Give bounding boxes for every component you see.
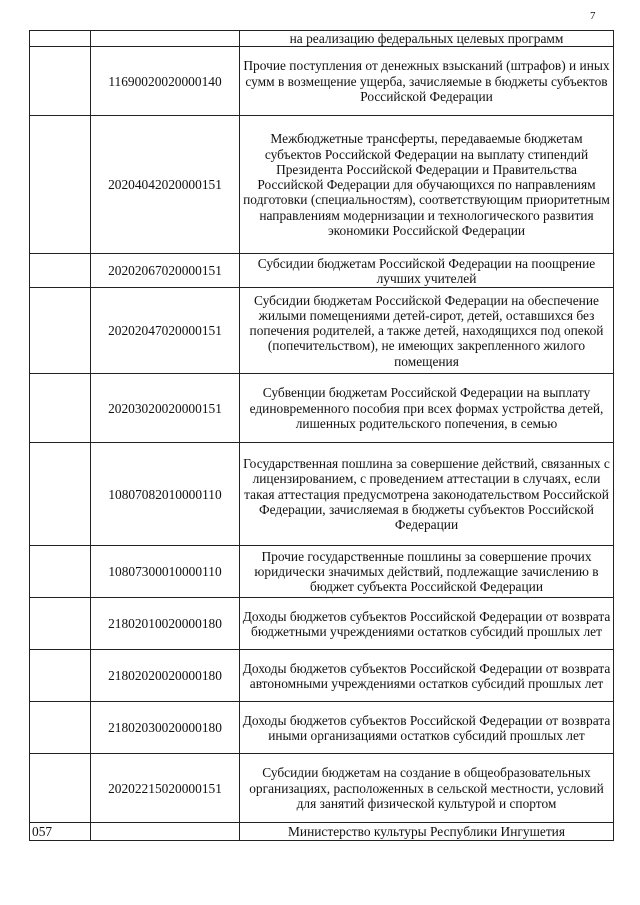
revenue-description-cell: Субсидии бюджетам Российской Федерации на обеспечение жилыми помещениями детей-сирот, детей, оставшихся без попечения родителей, а также детей, находящихся под опекой (попечительством), не имеющих закрепленного жилого помещения xyxy=(240,288,614,374)
revenue-code-cell: 10807300010000110 xyxy=(91,546,240,598)
revenue-description-cell: Прочие государственные пошлины за совершение прочих юридически значимых действий, подлежащие зачислению в бюджет субъекта Российской Федерации xyxy=(240,546,614,598)
revenue-code-cell: 20203020020000151 xyxy=(91,374,240,443)
admin-code-cell xyxy=(30,374,91,443)
table-row xyxy=(30,31,614,47)
admin-code-cell xyxy=(30,598,91,650)
revenue-code-cell xyxy=(91,823,240,841)
revenue-code-cell xyxy=(91,31,240,47)
admin-code-cell xyxy=(30,31,91,47)
revenue-code-cell: 10807082010000110 xyxy=(91,443,240,546)
table-row xyxy=(30,443,614,546)
revenue-code-cell: 20202067020000151 xyxy=(91,254,240,288)
admin-code-cell xyxy=(30,650,91,702)
admin-code-cell xyxy=(30,288,91,374)
revenue-description-cell: Субсидии бюджетам Российской Федерации на поощрение лучших учителей xyxy=(240,254,614,288)
revenue-description-cell: Прочие поступления от денежных взысканий (штрафов) и иных сумм в возмещение ущерба, зачисляемые в бюджеты субъектов Российской Федерации xyxy=(240,47,614,116)
revenue-description-cell: Государственная пошлина за совершение действий, связанных с лицензированием, с проведением аттестации в случаях, если такая аттестация предусмотрена законодательством Российской Федерации, зачисляемая в бюджеты субъектов Российской Федерации xyxy=(240,443,614,546)
revenue-description-cell: Межбюджетные трансферты, передаваемые бюджетам субъектов Российской Федерации на выплату стипендий Президента Российской Федерации и Правительства Российской Федерации для обучающихся по направлениям подготовки (специальностям), соответствующим приоритетным направлениям модернизации и технологического развития экономики Российской Федерации xyxy=(240,116,614,254)
table-row xyxy=(30,650,614,702)
admin-code-cell xyxy=(30,754,91,823)
table-row xyxy=(30,254,614,288)
revenue-description-cell: на реализацию федеральных целевых программ xyxy=(240,31,614,47)
table-row xyxy=(30,116,614,254)
revenue-description-cell: Доходы бюджетов субъектов Российской Федерации от возврата иными организациями остатков субсидий прошлых лет xyxy=(240,702,614,754)
revenue-code-cell: 21802020020000180 xyxy=(91,650,240,702)
revenue-description-cell: Доходы бюджетов субъектов Российской Федерации от возврата автономными учреждениями остатков субсидий прошлых лет xyxy=(240,650,614,702)
admin-code-cell xyxy=(30,702,91,754)
table-row xyxy=(30,754,614,823)
revenue-description-cell: Субвенции бюджетам Российской Федерации на выплату единовременного пособия при всех формах устройства детей, лишенных родительского попечения, в семью xyxy=(240,374,614,443)
revenue-description-cell: Субсидии бюджетам на создание в общеобразовательных организациях, расположенных в сельской местности, условий для занятий физической культурой и спортом xyxy=(240,754,614,823)
admin-code-cell xyxy=(30,47,91,116)
table-row xyxy=(30,374,614,443)
admin-code-cell xyxy=(30,254,91,288)
table-row xyxy=(30,823,614,841)
table-row xyxy=(30,598,614,650)
revenue-code-cell: 21802030020000180 xyxy=(91,702,240,754)
revenue-code-cell: 21802010020000180 xyxy=(91,598,240,650)
admin-code-cell xyxy=(30,546,91,598)
admin-code-cell xyxy=(30,443,91,546)
revenue-code-cell: 20202047020000151 xyxy=(91,288,240,374)
revenue-description-cell: Министерство культуры Республики Ингушетия xyxy=(240,823,614,841)
page-number: 7 xyxy=(590,10,596,22)
revenue-code-cell: 20202215020000151 xyxy=(91,754,240,823)
table-row xyxy=(30,702,614,754)
admin-code-cell xyxy=(30,116,91,254)
revenue-description-cell: Доходы бюджетов субъектов Российской Федерации от возврата бюджетными учреждениями остатков субсидий прошлых лет xyxy=(240,598,614,650)
revenue-code-cell: 11690020020000140 xyxy=(91,47,240,116)
table-row xyxy=(30,546,614,598)
revenue-code-cell: 20204042020000151 xyxy=(91,116,240,254)
table-row xyxy=(30,47,614,116)
table-row xyxy=(30,288,614,374)
admin-code-cell: 057 xyxy=(30,823,91,841)
budget-revenue-table xyxy=(29,30,614,841)
